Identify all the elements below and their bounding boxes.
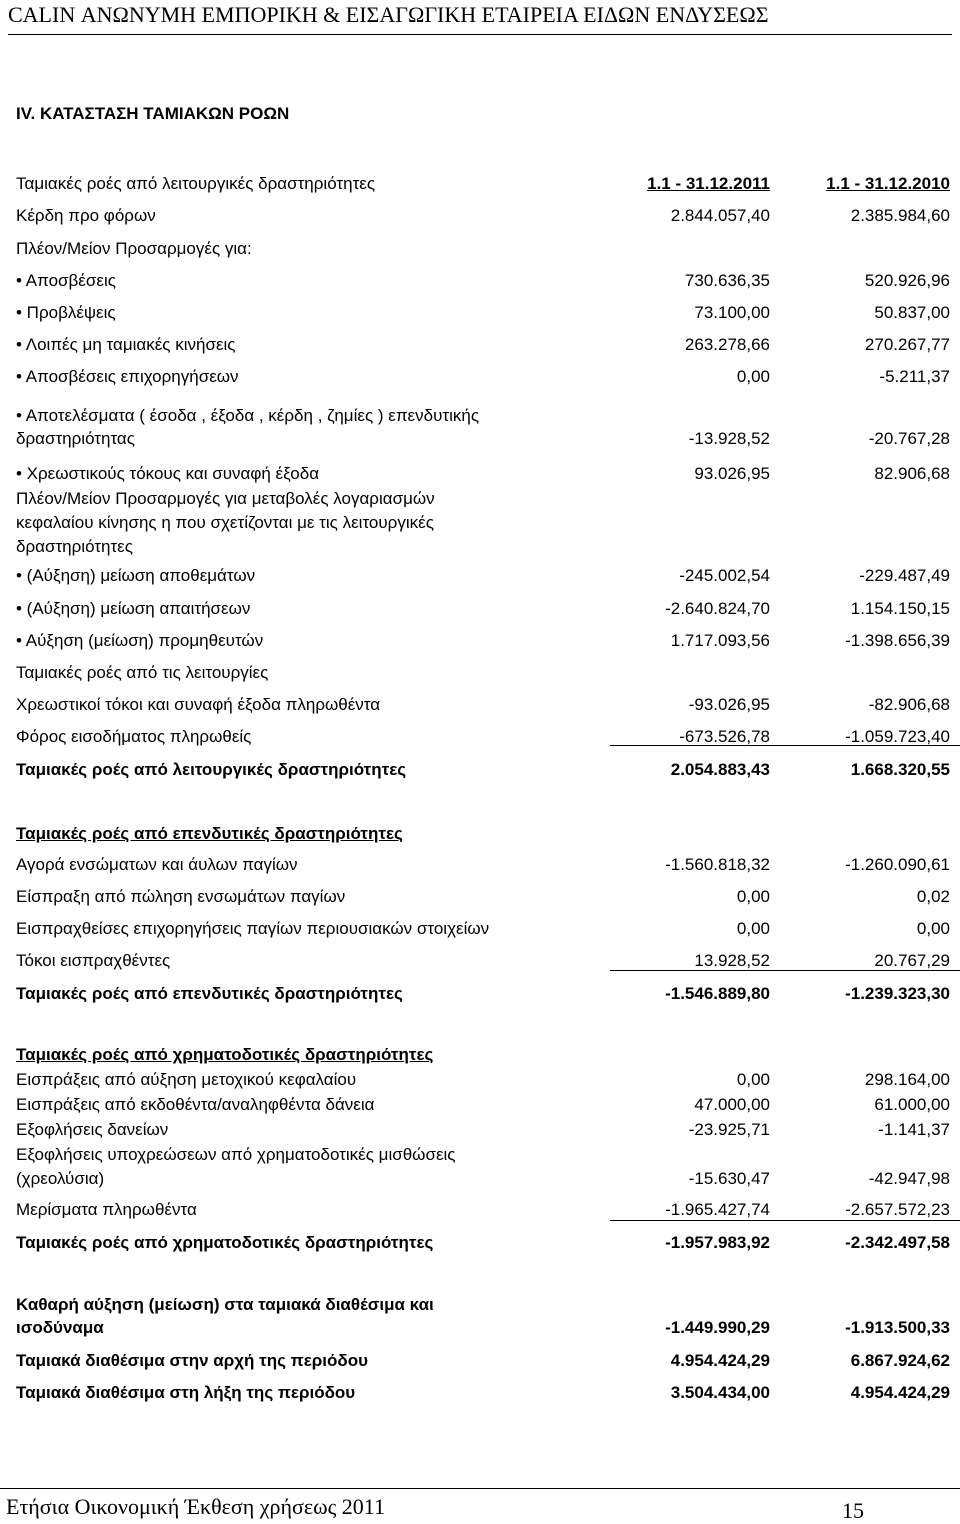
value-2011: -1.560.818,32	[665, 855, 770, 874]
row-label: Πλέον/Μείον Προσαρμογές για:	[16, 239, 252, 258]
value-2011: 2.844.057,40	[670, 206, 770, 225]
row-label: Ταμιακές ροές από τις λειτουργίες	[16, 663, 269, 682]
row-label: Εισπράξεις από εκδοθέντα/αναληφθέντα δάνεια	[16, 1095, 375, 1114]
row-label: Ταμιακές ροές από χρηματοδοτικές δραστηριότητες	[16, 1233, 434, 1252]
value-2010: 4.954.424,29	[850, 1383, 950, 1402]
value-2010: -2.342.497,58	[845, 1233, 950, 1252]
value-2010: 1.668.320,55	[850, 760, 950, 779]
value-2010: -20.767,28	[868, 429, 950, 448]
row-label: Εισπραχθείσες επιχορηγήσεις παγίων περιουσιακών στοιχείων	[16, 919, 490, 938]
row-label: Καθαρή αύξηση (μείωση) στα ταμιακά διαθέσιμα και	[16, 1295, 434, 1314]
value-2010: 82.906,68	[874, 464, 950, 483]
row-label: • Αποτελέσματα ( έσοδα , έξοδα , κέρδη , ζημίες ) επενδυτικής	[16, 406, 480, 425]
value-2011: -245.002,54	[679, 566, 770, 585]
value-2010: -1.260.090,61	[845, 855, 950, 874]
row-label: Κέρδη προ φόρων	[16, 206, 156, 225]
value-2011: -23.925,71	[688, 1120, 770, 1139]
row-label: Ταμιακές ροές από λειτουργικές δραστηριότητες	[16, 760, 407, 779]
value-2011: -13.928,52	[688, 429, 770, 448]
value-2011: 73.100,00	[694, 303, 770, 322]
row-label: Ταμιακές ροές από χρηματοδοτικές δραστηριότητες	[16, 1045, 434, 1064]
row-label: Φόρος εισοδήματος πληρωθείς	[16, 727, 252, 746]
value-2010: 0,00	[916, 919, 950, 938]
value-2011: 1.717.093,56	[670, 631, 770, 650]
value-2010: -42.947,98	[868, 1169, 950, 1188]
row-label: Χρεωστικοί τόκοι και συναφή έξοδα πληρωθέντα	[16, 695, 381, 714]
value-2011: 47.000,00	[694, 1095, 770, 1114]
document-header: CALIN ΑΝΩΝΥΜΗ ΕΜΠΟΡΙΚΗ & ΕΙΣΑΓΩΓΙΚΗ ΕΤΑΙΡΕΙΑ ΕΙΔΩΝ ΕΝΔΥΣΕΩΣ	[8, 2, 952, 35]
value-2011: 93.026,95	[694, 464, 770, 483]
row-label: Μερίσματα πληρωθέντα	[16, 1200, 197, 1219]
value-2010: 0,02	[916, 887, 950, 906]
row-label: Ταμιακά διαθέσιμα στη λήξη της περιόδου	[16, 1383, 356, 1402]
value-2010: -1.141,37	[878, 1120, 950, 1139]
value-2010: -1.059.723,40	[845, 727, 950, 746]
value-2010: 1.1 - 31.12.2010	[826, 174, 950, 193]
value-2010: -229.487,49	[859, 566, 950, 585]
value-2010: 20.767,29	[874, 951, 950, 970]
value-2010: 520.926,96	[864, 271, 950, 290]
value-2011: 4.954.424,29	[670, 1351, 770, 1370]
row-label: Είσπραξη από πώληση ενσωμάτων παγίων	[16, 887, 346, 906]
value-2010: -1.239.323,30	[845, 984, 950, 1003]
row-label: • (Αύξηση) μείωση απαιτήσεων	[16, 599, 251, 618]
value-2010: 270.267,77	[864, 335, 950, 354]
value-2011: 730.636,35	[684, 271, 770, 290]
subtotal-rule	[610, 745, 960, 746]
section-title: IV. ΚΑΤΑΣΤΑΣΗ ΤΑΜΙΑΚΩΝ ΡΟΩΝ	[16, 104, 290, 123]
value-2010: 50.837,00	[874, 303, 950, 322]
value-2011: 2.054.883,43	[670, 760, 770, 779]
subtotal-rule	[610, 970, 960, 971]
value-2010: 2.385.984,60	[850, 206, 950, 225]
value-2011: -673.526,78	[679, 727, 770, 746]
value-2011: -2.640.824,70	[665, 599, 770, 618]
row-label: Εξοφλήσεις υποχρεώσεων από χρηματοδοτικές μισθώσεις	[16, 1145, 456, 1164]
row-label: Τόκοι εισπραχθέντες	[16, 951, 171, 970]
row-label: Εξοφλήσεις δανείων	[16, 1120, 169, 1139]
value-2011: -1.957.983,92	[665, 1233, 770, 1252]
value-2010: 61.000,00	[874, 1095, 950, 1114]
value-2011: -15.630,47	[688, 1169, 770, 1188]
footer-title: Ετήσια Οικονομική Έκθεση χρήσεως 2011	[6, 1494, 385, 1519]
row-label: κεφαλαίου κίνησης η που σχετίζονται με τις λειτουργικές	[16, 513, 434, 532]
row-label: Πλέον/Μείον Προσαρμογές για μεταβολές λογαριασμών	[16, 489, 435, 508]
value-2010: -2.657.572,23	[845, 1200, 950, 1219]
subtotal-rule	[610, 1220, 960, 1221]
footer-divider	[0, 1488, 960, 1489]
value-2010: 6.867.924,62	[850, 1351, 950, 1370]
row-label: • Λοιπές μη ταμιακές κινήσεις	[16, 335, 236, 354]
value-2010: 298.164,00	[864, 1070, 950, 1089]
row-label: • Χρεωστικούς τόκους και συναφή έξοδα	[16, 464, 320, 483]
value-2011: 0,00	[736, 367, 770, 386]
value-2011: 0,00	[736, 1070, 770, 1089]
value-2010: -1.398.656,39	[845, 631, 950, 650]
value-2011: 0,00	[736, 887, 770, 906]
value-2011: 1.1 - 31.12.2011	[647, 174, 770, 193]
page-number: 15	[842, 1498, 864, 1523]
row-label: • Αποσβέσεις επιχορηγήσεων	[16, 367, 239, 386]
row-label: δραστηριότητας	[16, 429, 135, 448]
value-2011: 13.928,52	[694, 951, 770, 970]
row-label: Ταμιακές ροές από επενδυτικές δραστηριότητες	[16, 824, 403, 843]
value-2010: -1.913.500,33	[845, 1318, 950, 1337]
value-2010: -5.211,37	[879, 367, 950, 386]
row-label: Αγορά ενσώματων και άυλων παγίων	[16, 855, 298, 874]
row-label: • Αποσβέσεις	[16, 271, 116, 290]
value-2011: -1.546.889,80	[665, 984, 770, 1003]
value-2011: 0,00	[736, 919, 770, 938]
row-label: • (Αύξηση) μείωση αποθεμάτων	[16, 566, 256, 585]
row-label: • Αύξηση (μείωση) προμηθευτών	[16, 631, 264, 650]
value-2010: 1.154.150,15	[850, 599, 950, 618]
row-label: Ταμιακές ροές από λειτουργικές δραστηριότητες	[16, 174, 376, 193]
value-2011: 263.278,66	[684, 335, 770, 354]
value-2010: -82.906,68	[868, 695, 950, 714]
value-2011: -93.026,95	[688, 695, 770, 714]
value-2011: -1.449.990,29	[665, 1318, 770, 1337]
value-2011: 3.504.434,00	[670, 1383, 770, 1402]
row-label: δραστηριότητες	[16, 537, 133, 556]
row-label: (χρεολύσια)	[16, 1169, 105, 1188]
value-2011: -1.965.427,74	[665, 1200, 770, 1219]
row-label: Εισπράξεις από αύξηση μετοχικού κεφαλαίου	[16, 1070, 357, 1089]
row-label: ισοδύναμα	[16, 1318, 104, 1337]
row-label: • Προβλέψεις	[16, 303, 116, 322]
row-label: Ταμιακά διαθέσιμα στην αρχή της περιόδου	[16, 1351, 368, 1370]
row-label: Ταμιακές ροές από επενδυτικές δραστηριότητες	[16, 984, 403, 1003]
